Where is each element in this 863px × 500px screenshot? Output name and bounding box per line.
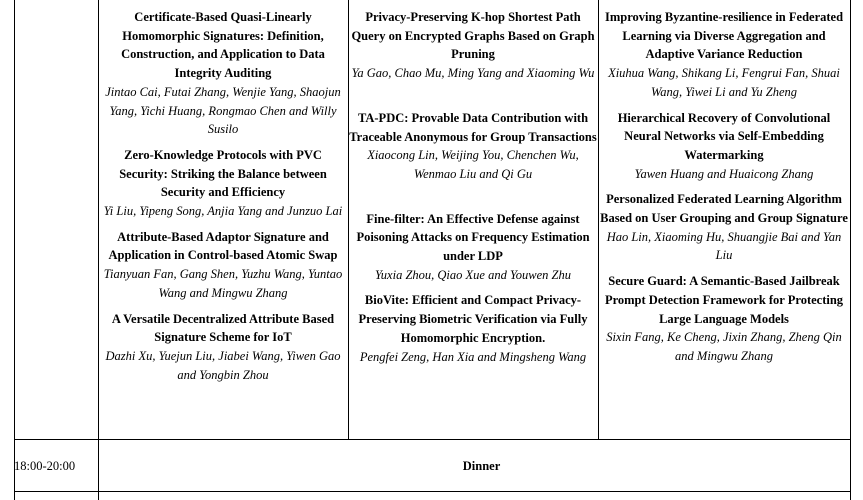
paper-authors: Sixin Fang, Ke Cheng, Jixin Zhang, Zheng Qin and Mingwu Zhang <box>606 330 842 363</box>
paper-entry <box>349 109 597 184</box>
table-border-left <box>14 0 15 500</box>
dinner-time: 18:00-20:00 <box>14 459 76 473</box>
paper-entry <box>349 210 597 285</box>
paper-title: Hierarchical Recovery of Convolutional Neural Networks via Self-Embedding Watermarking <box>617 110 831 162</box>
paper-title: Attribute-Based Adaptor Signature and Application in Control-based Atomic Swap <box>108 229 338 263</box>
paper-authors: Hao Lin, Xiaoming Hu, Shuangjie Bai and Yan Liu <box>606 229 842 263</box>
paper-entry <box>599 190 849 265</box>
table-row-divider-bottom <box>14 491 851 492</box>
paper-title: Zero-Knowledge Protocols with PVC Security: Striking the Balance between Security and Efficiency <box>119 147 327 200</box>
paper-entry <box>99 228 347 303</box>
session-column-3 <box>599 8 849 366</box>
paper-entry <box>349 8 597 83</box>
paper-entry <box>349 291 597 366</box>
paper-entry <box>599 8 849 102</box>
paper-authors: Yuxia Zhou, Qiao Xue and Youwen Zhu <box>375 267 571 282</box>
paper-authors: Dazhi Xu, Yuejun Liu, Jiabei Wang, Yiwen Gao and Yongbin Zhou <box>105 348 341 382</box>
paper-title: TA-PDC: Provable Data Contribution with Traceable Anonymous for Group Transactions <box>349 110 597 144</box>
paper-title: Improving Byzantine-resilience in Federated Learning via Diverse Aggregation and Adaptive Variance Reduction <box>604 10 844 62</box>
paper-entry <box>99 310 347 385</box>
paper-title: BioVite: Efficient and Compact Privacy-Preserving Biometric Verification via Fully Homomorphic Encryption. <box>358 293 588 345</box>
paper-title: Secure Guard: A Semantic-Based Jailbreak Prompt Detection Framework for Protecting Large Language Models <box>604 274 844 326</box>
paper-authors: Xiuhua Wang, Shikang Li, Fengrui Fan, Shuai Wang, Yiwei Li and Yu Zheng <box>608 66 840 99</box>
session-column-1 <box>99 8 347 384</box>
paper-title: Privacy-Preserving K-hop Shortest Path Query on Encrypted Graphs Based on Graph Pruning <box>351 10 595 62</box>
paper-authors: Yawen Huang and Huaicong Zhang <box>634 166 814 181</box>
paper-authors: Jintao Cai, Futai Zhang, Wenjie Yang, Shaojun Yang, Yichi Huang, Rongmao Chen and Willy Susilo <box>105 84 341 137</box>
paper-title: Personalized Federated Learning Algorithm Based on User Grouping and Group Signature <box>600 192 848 226</box>
paper-authors: Ya Gao, Chao Mu, Ming Yang and Xiaoming Wu <box>351 66 595 81</box>
dinner-label: Dinner <box>462 459 501 473</box>
paper-authors: Xiaocong Lin, Weijing You, Chenchen Wu, Wenmao Liu and Qi Gu <box>367 148 579 181</box>
paper-authors: Pengfei Zeng, Han Xia and Mingsheng Wang <box>359 349 587 364</box>
paper-authors: Yi Liu, Yipeng Song, Anjia Yang and Junzuo Lai <box>103 204 343 219</box>
paper-entry <box>99 8 347 139</box>
table-row-divider <box>14 439 851 440</box>
paper-title: A Versatile Decentralized Attribute Based Signature Scheme for IoT <box>111 311 335 345</box>
paper-title: Fine-filter: An Effective Defense against Poisoning Attacks on Frequency Estimation under LDP <box>356 211 590 264</box>
paper-entry <box>599 109 849 184</box>
session-column-2 <box>349 8 597 366</box>
paper-title: Certificate-Based Quasi-Linearly Homomorphic Signatures: Definition, Construction, and Application to Data Integrity Auditing <box>121 10 325 81</box>
table-border-right <box>850 0 851 500</box>
paper-entry <box>599 272 849 366</box>
paper-entry <box>99 146 347 221</box>
paper-authors: Tianyuan Fan, Gang Shen, Yuzhu Wang, Yuntao Wang and Mingwu Zhang <box>103 267 343 300</box>
